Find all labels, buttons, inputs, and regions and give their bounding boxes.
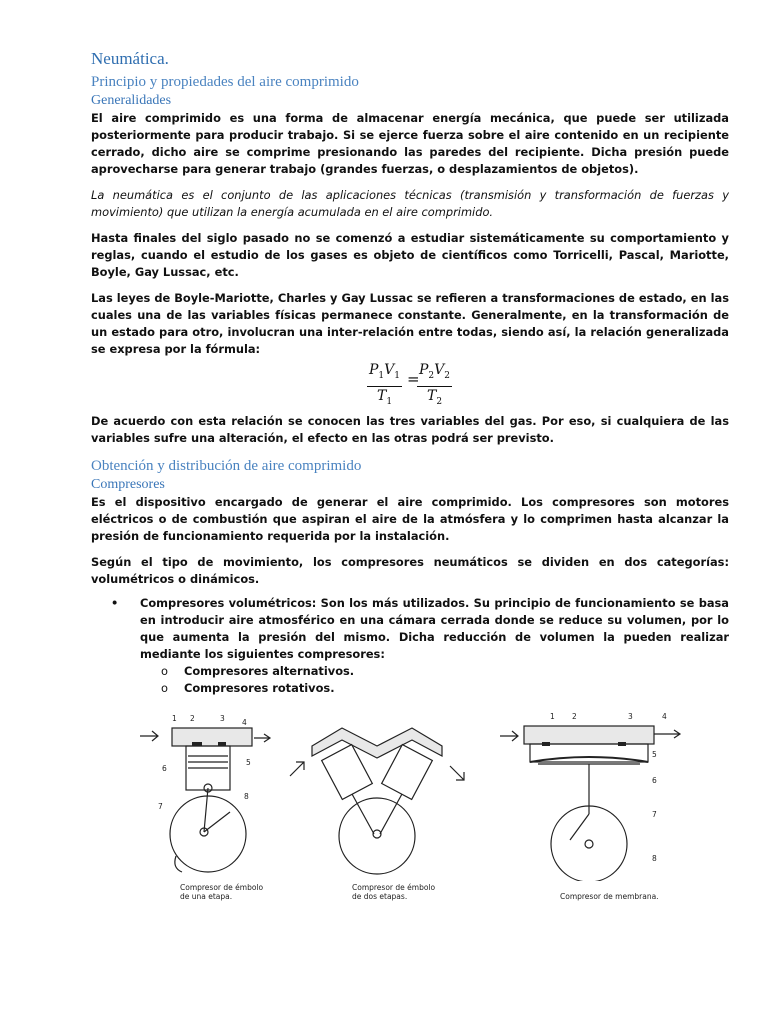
list-item: o Compresores rotativos. bbox=[161, 681, 335, 695]
paragraph-leyes: Las leyes de Boyle-Mariotte, Charles y Gay Lussac se refieren a transformaciones de estado, en las cuales una de las variables físicas permanece constante. Generalmente, en la transformación de un estado para otro, involucran una inter-relación entre todas, siendo así, la relación generalizada se expresa por la fórmula: bbox=[91, 291, 729, 356]
circle-bullet-icon: o bbox=[161, 681, 168, 695]
compressor-sublist bbox=[91, 663, 729, 697]
figure-label: 7 bbox=[652, 810, 657, 819]
formula-equals: = bbox=[407, 370, 420, 388]
figure-label: 6 bbox=[162, 764, 167, 773]
figure-label: 2 bbox=[190, 714, 195, 723]
paragraph-historia: Hasta finales del siglo pasado no se comenzó a estudiar sistemáticamente su comportamiento y reglas, cuando el estudio de los gases es objeto de científicos como Torricelli, Pascal, Mariotte, Boyle, Gay Lussac, etc. bbox=[91, 231, 729, 279]
figure-label: 8 bbox=[244, 792, 249, 801]
document-page bbox=[91, 48, 729, 697]
membrane-compressor-diagram bbox=[498, 706, 688, 881]
figure-label: 7 bbox=[158, 802, 163, 811]
figure-label: 6 bbox=[652, 776, 657, 785]
figure-label: 4 bbox=[242, 718, 247, 727]
figure-label: 2 bbox=[572, 712, 577, 721]
figure-caption-2: Compresor de émbolo de dos etapas. bbox=[352, 883, 436, 901]
figure-label: 3 bbox=[220, 714, 225, 723]
section-heading-obtencion: Obtención y distribución de aire comprimido bbox=[91, 458, 362, 474]
bullet-icon: • bbox=[111, 596, 119, 610]
figure-label: 3 bbox=[628, 712, 633, 721]
paragraph-aire-comprimido: El aire comprimido es una forma de almacenar energía mecánica, que puede ser utilizada posteriormente para producir trabajo. Si se ejerce fuerza sobre el aire contenido en un recipiente cerrado, dicho aire se comprime presionando las paredes del recipiente. Dicha presión puede aprovecharse para generar trabajo (grandes fuerzas, o desplazamientos de objetos). bbox=[91, 111, 729, 176]
paragraph-dispositivo: Es el dispositivo encargado de generar el aire comprimido. Los compresores son motores eléctricos o de combustión que aspiran el aire de la atmósfera y lo comprimen hasta alcanzar la presión de funcionamiento requerida por la instalación. bbox=[91, 495, 729, 543]
section-heading-principio: Principio y propiedades del aire comprimido bbox=[91, 74, 359, 90]
figure-caption-3: Compresor de membrana. bbox=[560, 892, 659, 901]
figure-label: 1 bbox=[550, 712, 555, 721]
two-stage-compressor-diagram bbox=[282, 706, 472, 881]
figure-caption-1: Compresor de émbolo de una etapa. bbox=[180, 883, 264, 901]
formula-right-fraction: $\frac{P_2V_2}{T_2}$ bbox=[419, 362, 451, 407]
figure-label: 5 bbox=[246, 758, 251, 767]
subheading-compresores: Compresores bbox=[91, 477, 165, 492]
paragraph-neumatica: La neumática es el conjunto de las aplicaciones técnicas (transmisión y transformación de fuerzas y movimiento) que utilizan la energía acumulada en el aire comprimido. bbox=[91, 188, 729, 219]
subheading-generalidades: Generalidades bbox=[91, 93, 172, 108]
figure-label: 5 bbox=[652, 750, 657, 759]
figure-label: 8 bbox=[652, 854, 657, 863]
paragraph-tipos: Según el tipo de movimiento, los compresores neumáticos se dividen en dos categorías: volumétricos o dinámicos. bbox=[91, 555, 729, 586]
figure-label: 4 bbox=[662, 712, 667, 721]
gas-law-formula bbox=[91, 361, 729, 407]
list-item-volumetricos: • Compresores volumétricos: Son los más utilizados. Su principio de funcionamiento se basa en introducir aire atmosférico en una cámara cerrada donde se reduce su volumen, por lo que aumenta la presión del mismo. Dicha reducción de volumen la pueden realizar mediante los siguientes compresores: bbox=[111, 596, 729, 661]
single-stage-compressor-diagram bbox=[132, 706, 282, 876]
formula-left-fraction: $\frac{P_1V_1}{T_1}$ bbox=[369, 362, 401, 407]
paragraph-variables: De acuerdo con esta relación se conocen las tres variables del gas. Por eso, si cualquiera de las variables sufre una alteración, el efecto en las otras podrá ser previsto. bbox=[91, 414, 729, 445]
figure-label: 1 bbox=[172, 714, 177, 723]
page-title: Neumática. bbox=[91, 49, 169, 68]
compressor-list bbox=[91, 595, 729, 663]
compressor-figures bbox=[132, 706, 692, 906]
list-item: o Compresores alternativos. bbox=[161, 664, 355, 678]
circle-bullet-icon: o bbox=[161, 664, 168, 678]
